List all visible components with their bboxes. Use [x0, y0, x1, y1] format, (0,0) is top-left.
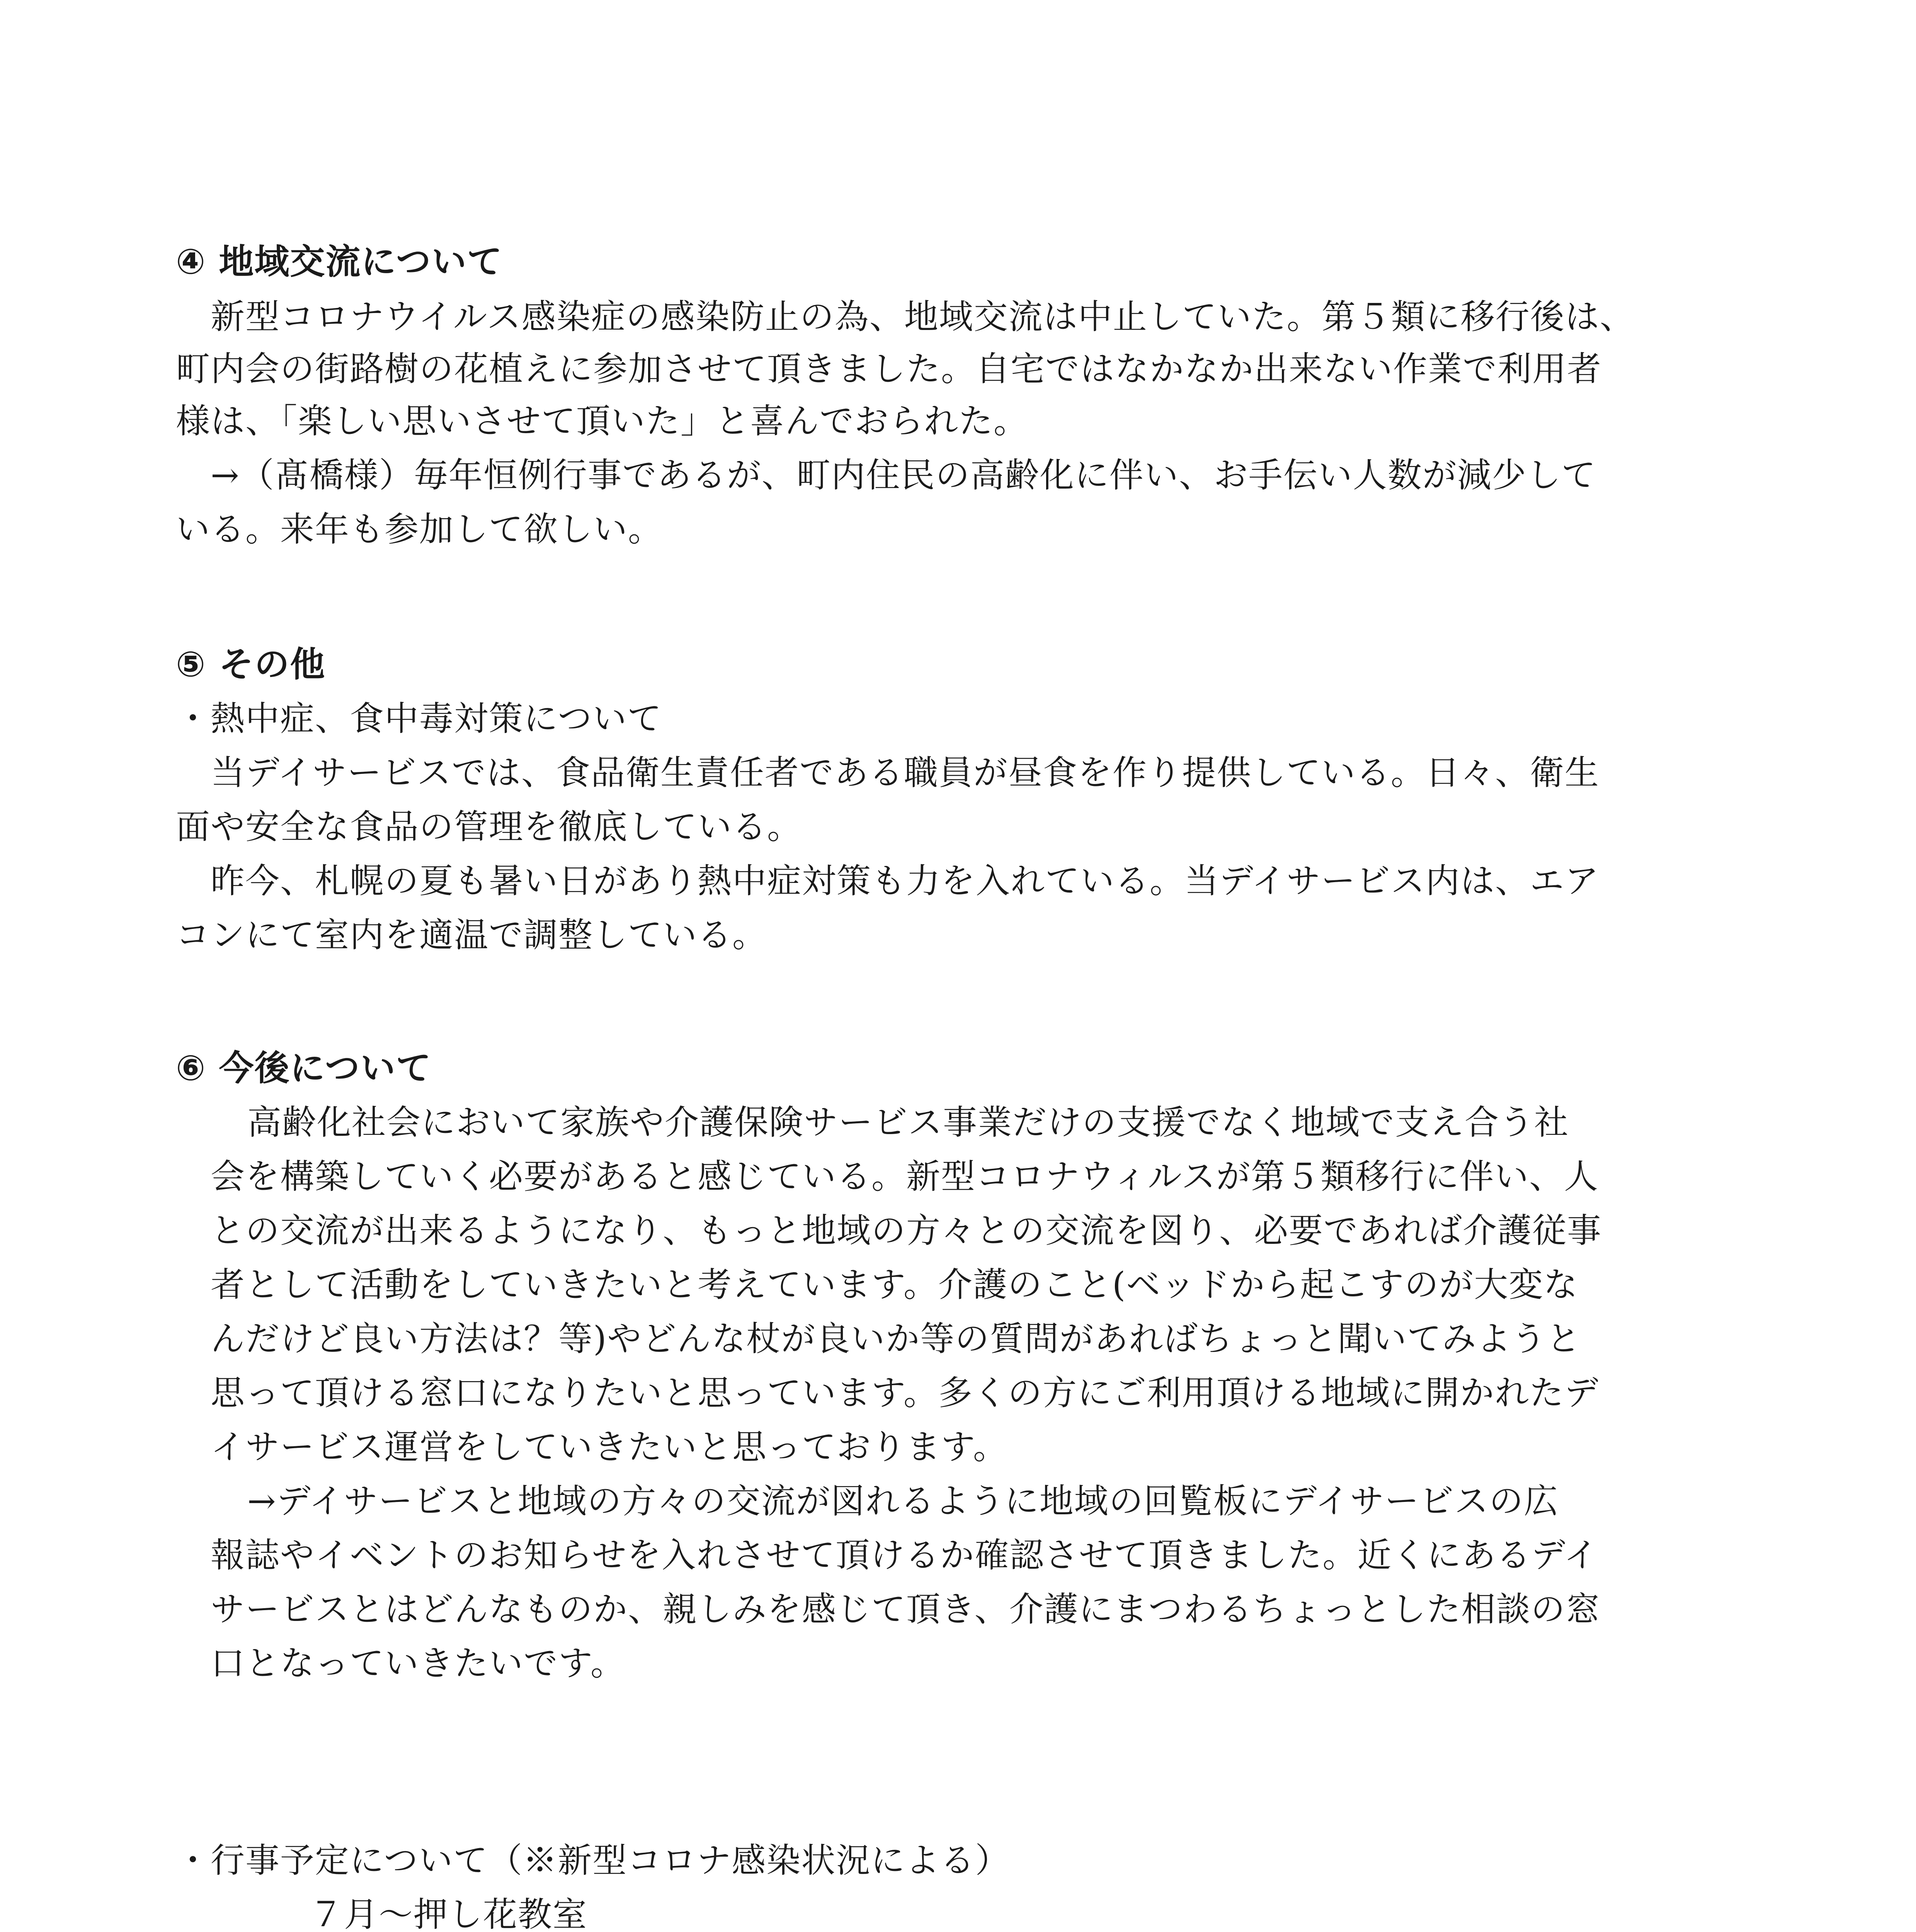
paragraph-line: 者として活動をしていきたいと考えています。介護のこと(ベッドから起こすのが大変な — [211, 1265, 1579, 1304]
events-title: ・行事予定について（※新型コロナ感染状況による） — [176, 1840, 1010, 1880]
paragraph-line: →（髙橋様）毎年恒例行事であるが、町内住民の高齢化に伴い、お手伝い人数が減少して — [211, 455, 1596, 495]
event-item: ７月～押し花教室 — [309, 1895, 588, 1932]
paragraph-line: 昨今、札幌の夏も暑い日があり熱中症対策も力を入れている。当デイサービス内は、エア — [211, 861, 1600, 901]
paragraph-line: サービスとはどんなものか、親しみを感じて頂き、介護にまつわるちょっとした相談の窓 — [211, 1589, 1601, 1629]
paragraph-line: んだけど良い方法は？等)やどんな杖が良いか等の質問があればちょっと聞いてみようと — [211, 1319, 1581, 1359]
section-heading-community-exchange: ④ 地域交流について — [176, 242, 503, 282]
paragraph-line: いる。来年も参加して欲しい。 — [176, 509, 663, 549]
paragraph-line: 面や安全な食品の管理を徹底している。 — [176, 807, 802, 847]
paragraph-line: 当デイサービスでは、食品衛生責任者である職員が昼食を作り提供している。日々、衛生 — [211, 753, 1600, 793]
paragraph-line: 新型コロナウイルス感染症の感染防止の為、地域交流は中止していた。第５類に移行後は、 — [211, 297, 1635, 337]
paragraph-line: 口となっていきたいです。 — [211, 1643, 625, 1683]
paragraph-line: ・熱中症、食中毒対策について — [176, 699, 662, 738]
paragraph-line: →デイサービスと地域の方々の交流が図れるように地域の回覧板にデイサービスの広 — [247, 1481, 1559, 1521]
paragraph-line: 思って頂ける窓口になりたいと思っています。多くの方にご利用頂ける地域に開かれたデ — [211, 1373, 1599, 1413]
section-heading-future: ⑥ 今後について — [176, 1048, 432, 1088]
paragraph-line: 会を構築していく必要があると感じている。新型コロナウィルスが第５類移行に伴い、人 — [211, 1156, 1599, 1196]
paragraph-line: 様は、「楽しい思いさせて頂いた」と喜んでおられた。 — [176, 401, 1029, 441]
section-heading-other: ⑤ その他 — [176, 644, 326, 685]
paragraph-line: との交流が出来るようになり、もっと地域の方々との交流を図り、必要であれば介護従事 — [211, 1211, 1602, 1250]
paragraph-line: 高齢化社会において家族や介護保険サービス事業だけの支援でなく地域で支え合う社 — [247, 1102, 1569, 1142]
paragraph-line: 報誌やイベントのお知らせを入れさせて頂けるか確認させて頂きました。近くにあるデイ — [211, 1535, 1599, 1575]
paragraph-line: 町内会の街路樹の花植えに参加させて頂きました。自宅ではなかなか出来ない作業で利用者 — [176, 349, 1602, 389]
paragraph-line: コンにて室内を適温で調整している。 — [176, 915, 767, 955]
paragraph-line: イサービス運営をしていきたいと思っております。 — [211, 1427, 1008, 1467]
